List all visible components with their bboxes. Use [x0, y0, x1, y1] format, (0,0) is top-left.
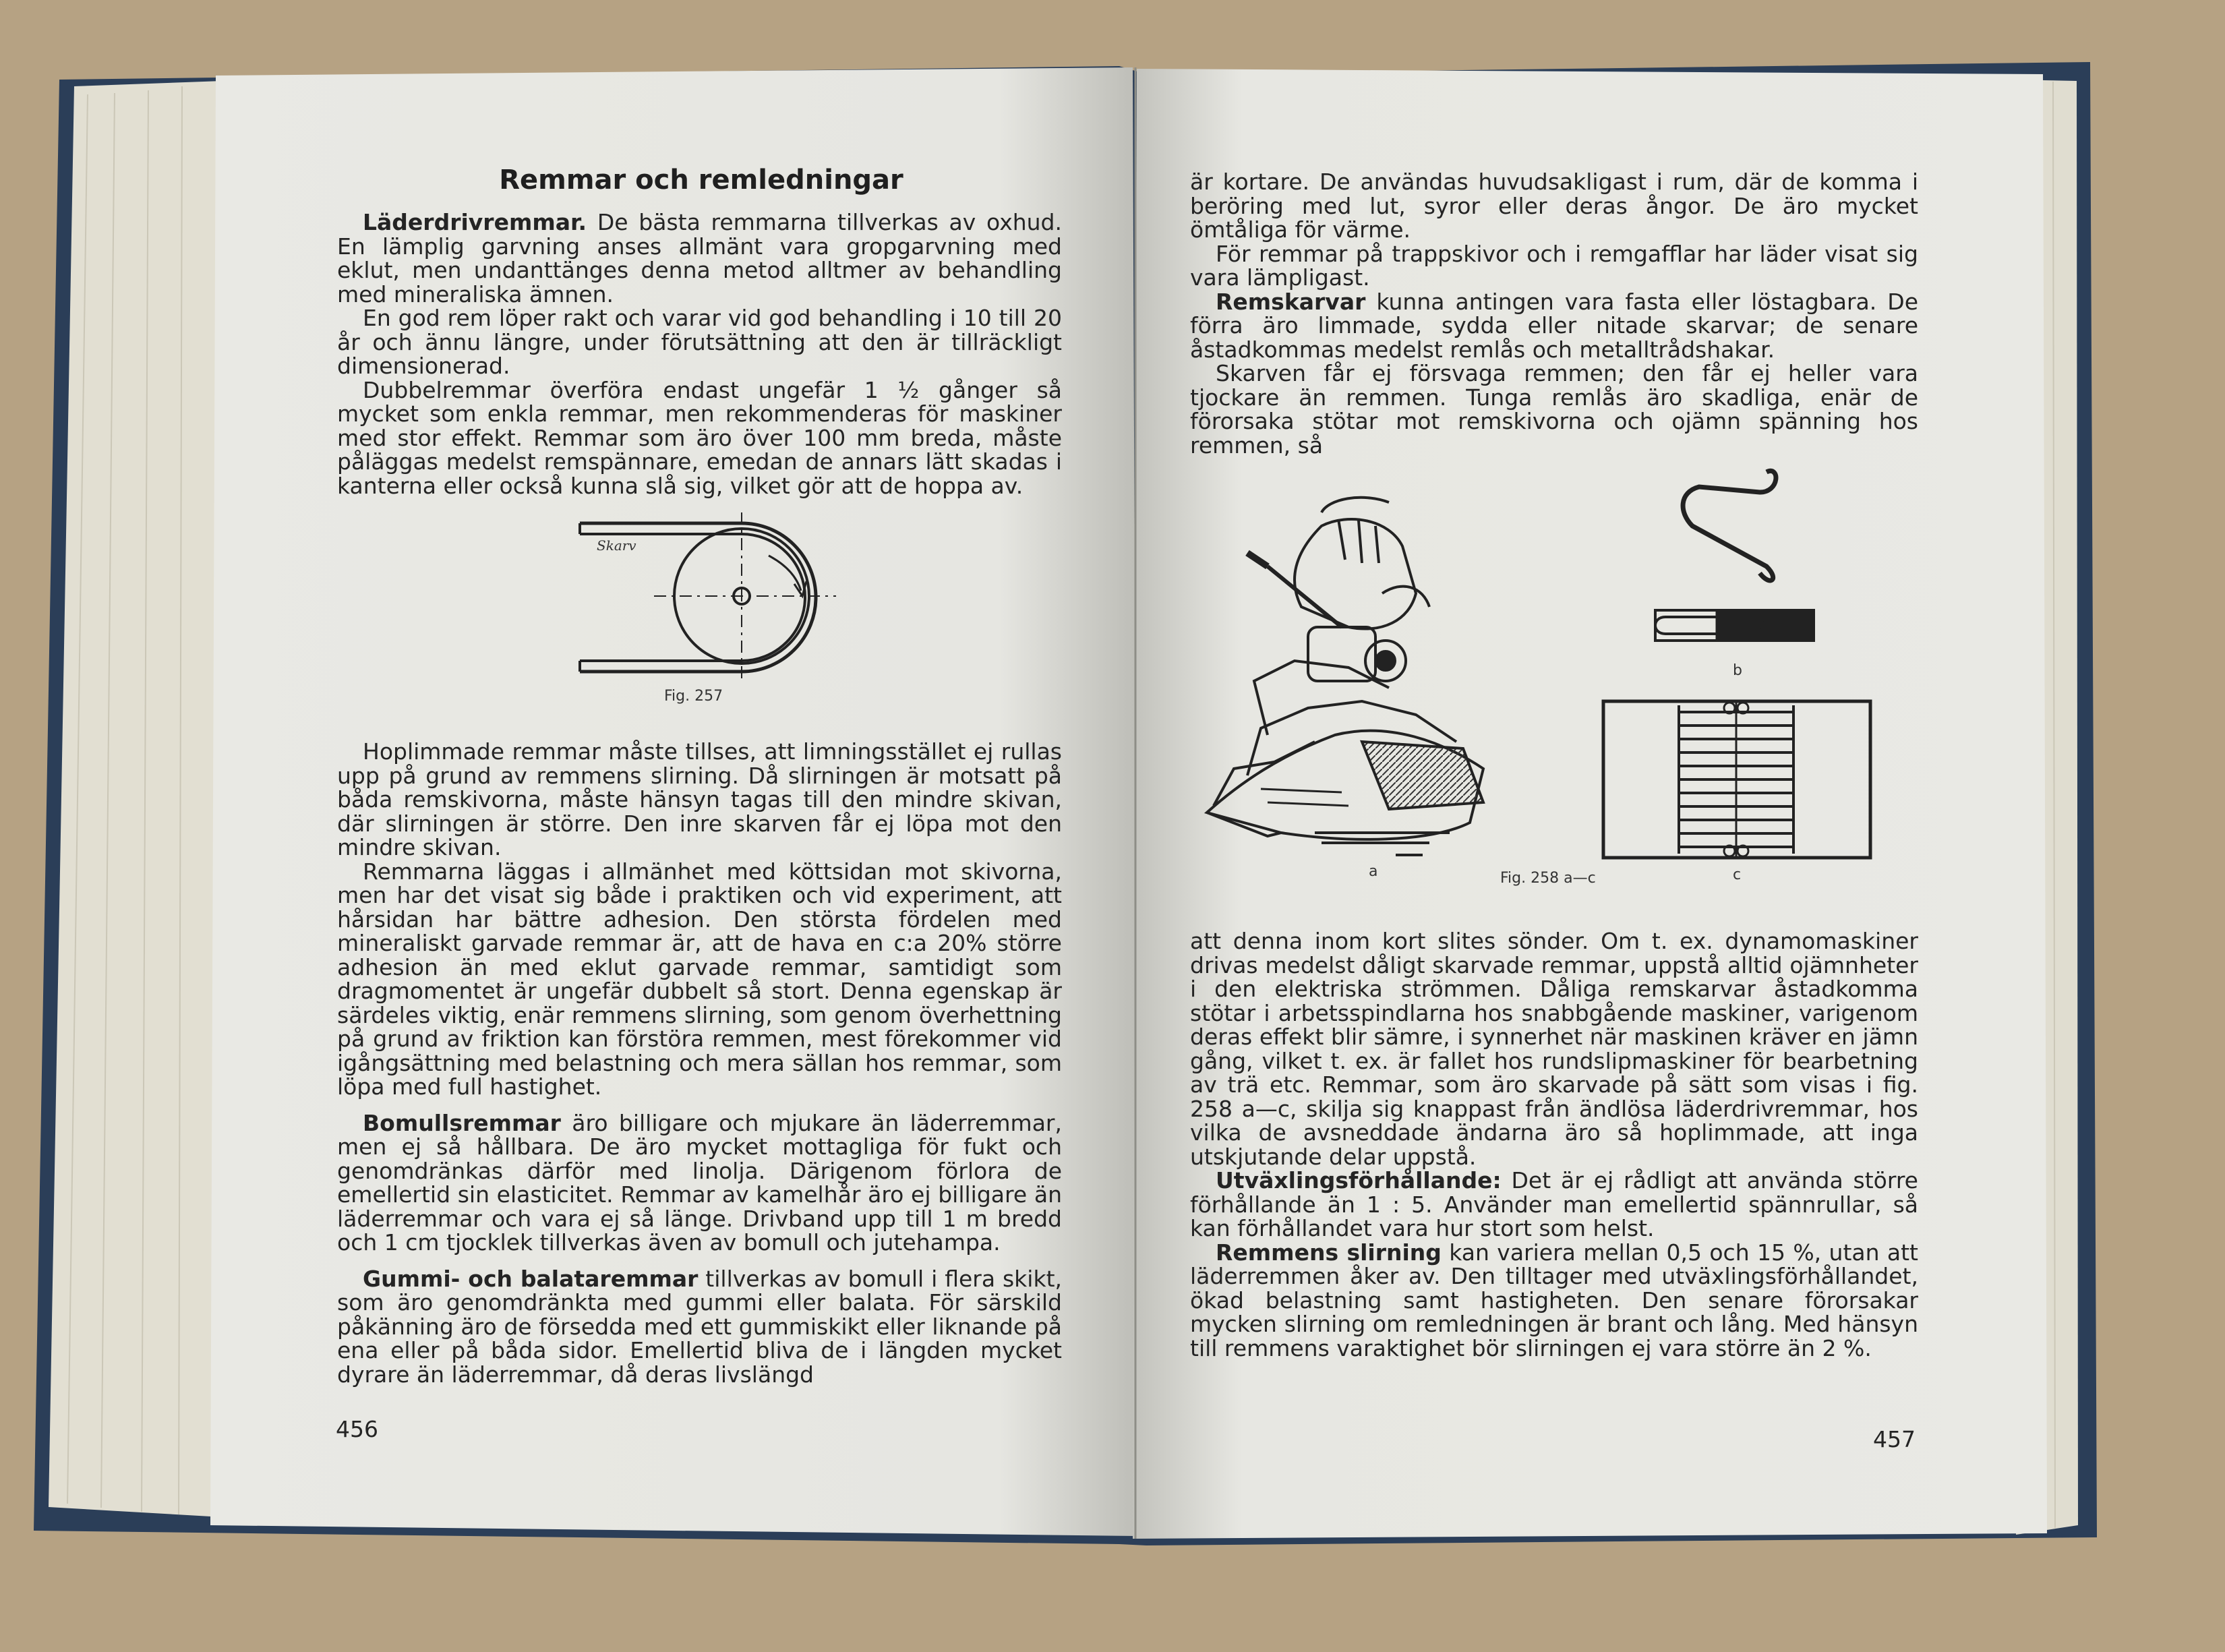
- paragraph: Dubbelremmar överföra endast ungefär 1 ½ gånger så mycket som enkla remmar, men rekommenderas för maskiner med stor effekt. Remmar som äro över 100 mm breda, måste påläggas medelst remspännare, emedan de annars lätt skadas i kanterna eller också kunna slå sig, vilket gör att de hoppa av.: [337, 376, 1062, 499]
- right-page-bottom-text: [1190, 929, 1918, 1360]
- figure-258-caption: Fig. 258 a—c: [1500, 870, 1596, 887]
- paragraph: En god rem löper rakt och varar vid god behandling i 10 till 20 år och ännu längre, under förutsättning att den är tillräckligt dimensionerad.: [337, 305, 1062, 379]
- paragraph: Utväxlingsförhållande: Det är ej rådligt att använda större förhållande än 1 : 5. Använder man emellertid spännrullar, så kan förhållandet vara hur stort som helst.: [1190, 1167, 1918, 1241]
- figure-257-caption: Fig. 257: [664, 688, 723, 705]
- figure-258-label-b: b: [1733, 662, 1742, 679]
- page-number-left: 456: [336, 1416, 378, 1442]
- figure-257-label: Skarv: [597, 537, 636, 554]
- paragraph: Remskarvar kunna antingen vara fasta eller löstagbara. De förra äro limmade, sydda eller nitade skarvar; de senare åstadkommas medelst remlås och metalltrådshakar.: [1190, 288, 1918, 363]
- right-page-top-text: [1190, 170, 1918, 457]
- paragraph: För remmar på trappskivor och i remgafflar har läder visat sig vara lämpligast.: [1190, 240, 1918, 291]
- paragraph: Skarven får ej försvaga remmen; den får ej heller vara tjockare än remmen. Tunga remlås äro skadliga, enär de förorsaka stötar mot remskivorna och ojämn spänning hos remmen, så: [1190, 360, 1918, 459]
- figure-258-label-c: c: [1733, 866, 1742, 883]
- paragraph: Läderdrivremmar. De bästa remmarna tillverkas av oxhud. En lämplig garvning anses allmänt vara gropgarvning med eklut, men undanttänges denna metod alltmer av behandling med mineraliska ämnen.: [337, 209, 1062, 307]
- figure-258-label-a: a: [1369, 863, 1378, 880]
- paragraph: är kortare. De användas huvudsakligast i rum, där de komma i beröring med lut, syror eller deras ångor. De äro mycket ömtåliga för värme.: [1190, 169, 1918, 243]
- left-page-top-text: [337, 210, 1062, 498]
- left-page-bottom-text: [337, 740, 1062, 1386]
- paragraph: att denna inom kort slites sönder. Om t. ex. dynamomaskiner drivas medelst dåligt skarvade remmar, uppstå alltid ojämnheter i den elektriska strömmen. Dåliga remskarvar åstadkomma stötar i arbetsspindlarna hos snabbgående maskiner, varigenom deras effekt blir sämre, i synnerhet när maskinen kräver en jämn gång, vilket t. ex. är fallet hos rundslipmaskiner för bearbetning av trä etc. Remmar, som äro skarvade på sätt som visas i fig. 258 a—c, skilja sig knappast från ändlösa läderdrivremmar, hos vilka de avsneddade ändarna äro så hoplimmade, att inga utskjutande delar uppstå.: [1190, 928, 1918, 1170]
- page-number-right: 457: [1873, 1426, 1916, 1452]
- paragraph: Bomullsremmar äro billigare och mjukare än läderremmar, men ej så hållbara. De äro mycket mottagliga för fukt och genomdränkas därför med linolja. Därigenom förlora de emellertid sin elasticitet. Remmar av kamelhår äro ej billigare än läderremmar och vara ej så länge. Drivband upp till 1 m bredd och 1 cm tjocklek tillverkas även av bomull och jutehampa.: [337, 1109, 1062, 1256]
- paragraph: Gummi- och balataremmar tillverkas av bomull i flera skikt, som äro genomdränkta med gummi eller balata. För särskild påkänning äro de försedda med ett gummiskikt eller liknande på ena eller på båda sidor. Emellertid bliva de i längden mycket dyrare än läderremmar, då deras livslängd: [337, 1265, 1062, 1388]
- paragraph: Remmarna läggas i allmänhet med köttsidan mot skivorna, men har det visat sig både i praktiken och vid experiment, att hårsidan har bättre adhesion. Den största fördelen med mineraliskt garvade remmar är, att de hava en c:a 20% större adhesion än med eklut garvade remmar, samtidigt som dragmomentet är ungefär dubbelt så stort. Denna egenskap är särdeles viktig, enär remmens slirning, som genom överhettning på grund av friktion kan förstöra remmen, mest förekommer vid igångsättning med belastning och mera sällan hos remmar, som löpa med full hastighet.: [337, 858, 1062, 1100]
- left-page-edges: [49, 81, 222, 1517]
- paragraph: Hoplimmade remmar måste tillses, att limningsstället ej rullas upp på grund av remmens slirning. Då slirningen är motsatt på båda remskivorna, måste hänsyn tagas till den mindre skivan, där slirningen är större. Den inre skarven får ej löpa mot den mindre skivan.: [337, 738, 1062, 860]
- page-title: Remmar och remledningar: [499, 165, 903, 196]
- paragraph: Remmens slirning kan variera mellan 0,5 och 15 %, utan att läderremmen åker av. Den tilltager med utväxlingsförhållandet, ökad belastning samt hastigheten. Den senare förorsakar mycken slirning om remledningen är brant och lång. Med hänsyn till remmens varaktighet bör slirningen ej vara större än 2 %.: [1190, 1239, 1918, 1361]
